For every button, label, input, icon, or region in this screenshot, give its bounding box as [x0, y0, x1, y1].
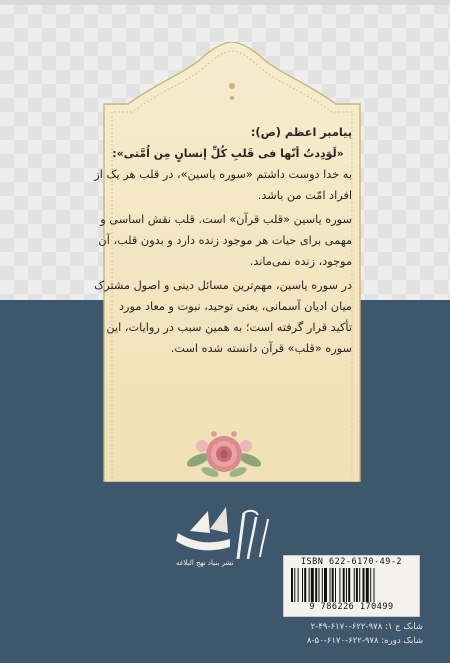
barcode-icon: [290, 568, 413, 602]
barcode-bar: [343, 568, 345, 602]
paragraph-line: سوره «قلب» قرآن دانسته شده است.: [170, 342, 352, 355]
barcode-bar: [339, 568, 340, 602]
barcode-bar: [366, 568, 369, 602]
barcode-bar: [309, 568, 310, 602]
barcode-bar: [359, 568, 360, 602]
publisher-logo-icon: [170, 503, 280, 571]
paragraph-2: [98, 209, 352, 272]
barcode-bar: [304, 568, 306, 602]
barcode-bar: [319, 568, 320, 602]
barcode-bar: [363, 568, 365, 602]
publisher-name: نشر بنیاد نهج البلاغه: [176, 559, 234, 567]
barcode-bar: [298, 568, 299, 602]
isbn-line-2: شابک دوره: ۹۷۸-۶۲۲-۶۱۷۰-۵۰-۸: [306, 636, 423, 646]
paragraph-line: در سوره یاسین، مهم‌ترین مسائل دینی و اصول مشترک: [94, 279, 352, 292]
flower-ornament-icon: [184, 420, 264, 484]
barcode-bar: [330, 568, 331, 602]
barcode-bar: [335, 568, 336, 602]
paragraph-line: افراد امّت من باشد.: [257, 189, 352, 202]
paragraph-line: به خدا دوست داشتم «سوره یاسین»، در قلب هر یک از: [94, 168, 352, 181]
paragraph-3: [94, 275, 352, 359]
hadith-quote: «لَوَدِدتُ أنّها فی قَلبِ کُلِّ إنسانٍ مِن اُمَّتی»:: [112, 147, 344, 160]
paragraph-1: [94, 164, 352, 206]
paragraph-line: میان ادیان آسمانی، یعنی توحید، نبوت و معاد مورد: [119, 300, 352, 313]
barcode-bar: [332, 568, 334, 602]
barcode-bar: [311, 568, 314, 602]
barcode-bar: [315, 568, 317, 602]
cover-top-edge: [0, 0, 450, 5]
isbn-persian: [283, 620, 423, 648]
barcode-bar: [348, 568, 350, 602]
paragraph-line: مهمی برای حیات هر موجود زنده دارد و بدون قلب، آن: [98, 234, 352, 247]
barcode-bar: [370, 568, 371, 602]
paragraph-line: موجود، زنده نمی‌ماند.: [249, 255, 352, 268]
heading: پیامبر اعظم (ص):: [250, 126, 352, 139]
barcode-bar: [374, 568, 375, 602]
isbn-line-1: شابک ج ۱: ۹۷۸-۶۲۲-۶۱۷۰-۴۹-۲: [310, 622, 423, 632]
barcode-bar: [322, 568, 323, 602]
barcode-bar: [356, 568, 358, 602]
barcode-bar: [324, 568, 327, 602]
isbn-number: 9 786226 170499: [309, 602, 394, 612]
barcode-bar: [346, 568, 347, 602]
barcode-label: [283, 555, 420, 617]
barcode-bar: [294, 568, 295, 602]
paragraph-line: تأکید قرار گرفته است؛ به همین سبب در روایات، این: [106, 321, 352, 334]
isbn-text: ISBN 622-6170-49-2: [300, 557, 403, 567]
barcode-bar: [354, 568, 355, 602]
body-text: [94, 122, 352, 362]
barcode-bar: [302, 568, 303, 602]
barcode-bar: [291, 568, 293, 602]
paragraph-line: سوره یاسین «قلب قرآن» است. قلب نقش اساسی و: [100, 213, 352, 226]
